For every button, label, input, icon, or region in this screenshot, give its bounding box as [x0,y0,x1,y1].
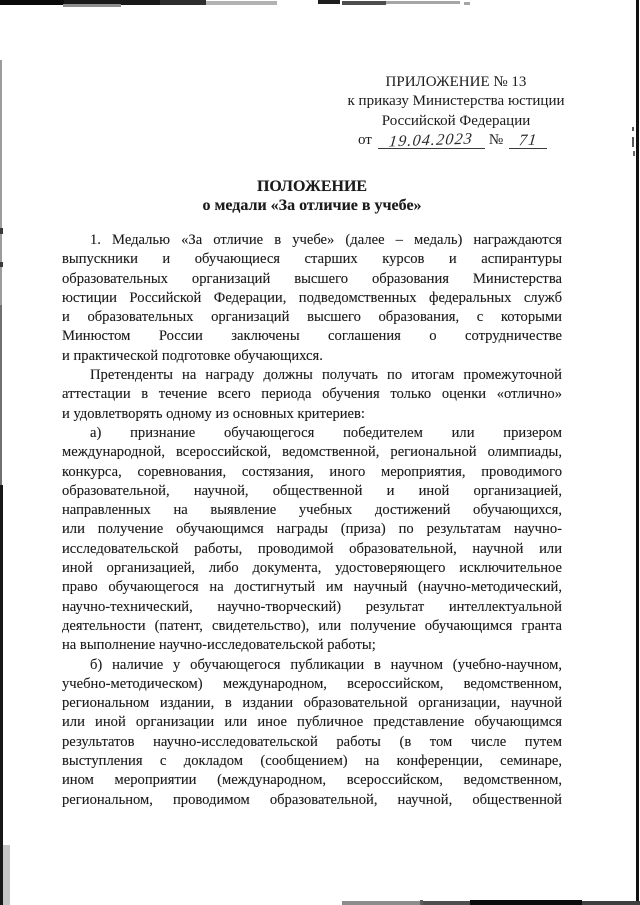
document-line: направленных на выявление учебных достижений обучающихся, [62,502,562,519]
document-line: Минюстом России заключены соглашения о сотрудничестве [62,328,562,345]
document-line: или получение обучающимся награды (приза) по результатам научно- [62,521,562,538]
scan-artifact-mark [582,901,640,905]
scan-artifact-mark [470,900,582,905]
appendix-header [330,73,582,151]
document-body [62,231,562,810]
document-line: результатов научно-исследовательской работы (в том числе путем [62,733,562,750]
document-line: юстиции Российской Федерации, подведомственных федеральных служб [62,289,562,306]
document-line: выпускники и обучающиеся старших курсов и аспирантуры [62,251,562,268]
title-line-1: ПОЛОЖЕНИЕ [256,178,368,195]
document-line: на выполнение научно-исследовательской работы; [62,637,376,654]
document-line: ином мероприятии (международном, всероссийском, ведомственном, [62,772,562,789]
document-line: и практической подготовке обучающихся. [62,347,323,364]
order-reference-line: к приказу Министерства юстиции [347,93,565,110]
number-underline [509,132,547,149]
scan-artifact-mark [0,0,64,5]
number-sign-label: № [488,132,504,149]
scan-artifact-mark [0,305,2,485]
scan-artifact-mark [464,2,470,5]
document-line: исследовательской работы, проводимой образовательной, научной или [62,540,562,557]
handwritten-date: 19.04.2023 [388,130,475,151]
handwritten-number: 71 [518,131,539,150]
scan-artifact-mark [636,0,639,905]
scan-artifact-mark [0,485,3,905]
scan-artifact-mark [632,127,634,131]
document-line: деятельности (патент, свидетельство), или получение обучающимся гранта [62,617,562,634]
document-line: а) признание обучающегося победителем или призером [90,424,562,441]
scan-artifact-mark [342,901,420,905]
document-line: конкурса, соревнования, состязания, иного мероприятия, проводимого [62,463,562,480]
document-line: 1. Медалью «За отличие в учебе» (далее – медаль) награждаются [90,232,562,248]
order-date-row [330,131,582,150]
scan-artifact-mark [633,151,635,156]
scan-artifact-mark [342,1,386,5]
document-line: выступления с докладом (сообщением) на конференции, семинаре, [62,753,562,770]
scan-artifact-mark [386,1,460,4]
scan-artifact-mark [3,845,10,905]
scan-artifact-mark [0,228,3,234]
scan-artifact-mark [318,0,340,4]
scan-artifact-mark [632,137,634,147]
scan-artifact-mark [0,262,3,267]
document-line: б) наличие у обучающегося публикации в научном (учебно-научном, [90,656,562,673]
document-line: образовательной, научной, общественной и иной организацией, [62,482,562,499]
document-title [62,177,562,216]
document-line: учебно-методическом) международном, всероссийском, ведомственном, [62,675,562,692]
document-line: региональном, проводимом образовательной, научной, общественной [62,791,562,808]
document-line: региональном издании, в издании образовательной организации, научной [62,695,562,712]
scan-artifact-mark [63,4,121,7]
document-line: образовательных организаций высшего образования Министерства [62,270,562,287]
document-line: международной, всероссийской, ведомственной, региональной олимпиады, [62,444,562,461]
scan-artifact-mark [0,60,2,305]
document-line: и удовлетворять одному из основных критериев: [62,405,365,422]
document-line: право обучающегося на достигнутый им научный (научно-методический, [62,579,562,596]
document-line: и образовательных организаций высшего образования, с которыми [62,309,562,326]
document-line: Претенденты на награду должны получать по итогам промежуточной [90,367,562,384]
document-line: или иной организации или иное публичное представление обучающимся [62,714,562,731]
document-line: научно-технический, научно-творческий) результат интеллектуальной [62,598,562,615]
scan-artifact-mark [423,901,470,905]
appendix-number-line: ПРИЛОЖЕНИЕ № 13 [385,74,527,90]
date-prefix-label: от [358,132,372,149]
document-line: аттестации в течение всего периода обучения только оценки «отлично» [62,386,562,403]
scan-artifact-mark [160,0,206,5]
document-line: иной организацией, либо документа, удостоверяющего исключительное [62,560,562,577]
date-underline [378,132,485,149]
title-line-2: о медали «За отличие в учебе» [202,197,422,215]
scan-artifact-mark [206,1,277,5]
order-authority-line: Российской Федерации [381,112,531,129]
